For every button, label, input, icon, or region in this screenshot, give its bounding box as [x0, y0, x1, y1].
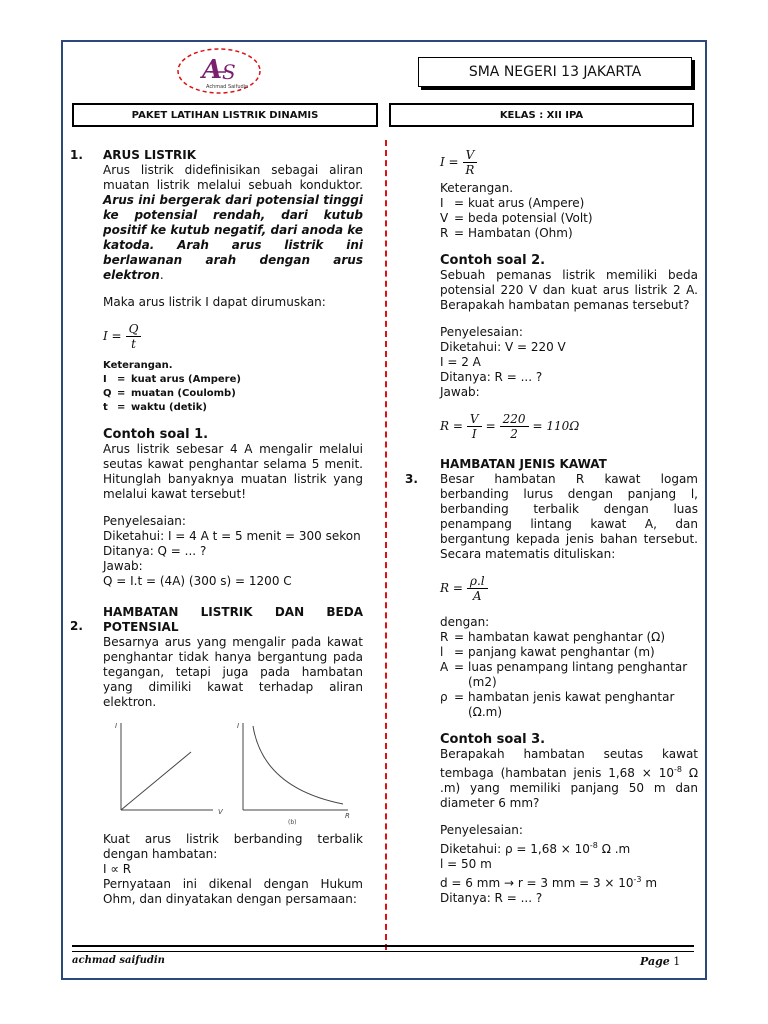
example-3-text: Berapakah hambatan seutas kawat tembaga (hambatan jenis $1,68 \times 10^{-8}$ Ω .m) yang memiliki panjang 50 m dan diameter 6 mm? [440, 747, 698, 810]
left-column [103, 148, 363, 907]
footer-author: achmad saifudin [72, 955, 165, 966]
section-1-title: ARUS LISTRIK [103, 148, 197, 162]
section-1-number: 1. [70, 148, 83, 162]
ket-2-list: I = kuat arus (Ampere) V = beda potensial (Volt) R = Hambatan (Ohm) [440, 196, 593, 240]
graph-b-label: (b) [288, 819, 297, 826]
example-2-solution: Penyelesaian: Diketahui: V = 220 V I = 2 A Ditanya: R = ... ? Jawab: [440, 325, 566, 399]
ket-2-title: Keterangan. [440, 181, 514, 195]
graph-b-curve [253, 726, 343, 804]
example-2-calc: R = $\frac{V}{I}$ = $\frac{220}{2}$ = 110Ω [440, 412, 580, 441]
example-2-title: Contoh soal 2. [440, 253, 546, 268]
graph-a-line [121, 752, 191, 810]
svg-text:S: S [222, 60, 236, 84]
example-1-title: Contoh soal 1. [103, 427, 209, 442]
current-formula-lhs: I = [103, 329, 122, 343]
example-3-solution: Penyelesaian: Diketahui: $\rho = 1,68 \times 10^{-8}$ Ω .m l = 50 m d = 6 mm → r = 3 mm = $3 \times 10^{-3}$ m Ditanya: R = ... ? [440, 823, 658, 905]
graph-a-x-label: V [218, 808, 223, 816]
section-3-p1: Besar hambatan R kawat logam berbanding lurus dengan panjang l, berbanding terbalik dengan luas penampang lintang kawat A, dan bergantung kepada jenis bahan tersebut. Secara matematis dituliskan: [440, 472, 698, 561]
section-3-number: 3. [405, 472, 418, 486]
dengan-label: dengan: [440, 615, 490, 629]
package-title: PAKET LATIHAN LISTRIK DINAMIS [131, 109, 319, 121]
proportional-statement: I ∝ R [103, 862, 132, 876]
current-formula-den: t [131, 337, 136, 351]
footer-line [72, 945, 694, 952]
section-2-p3: Pernyataan ini dikenal dengan Hukum Ohm, dan dinyatakan dengan persamaan: [103, 877, 363, 906]
graph-b-x-label: R [345, 812, 350, 820]
footer-page [640, 955, 680, 968]
section-1-p1-end: . [159, 268, 164, 282]
footer-page-label: Page [640, 955, 670, 968]
footer-page-number: 1 [673, 955, 681, 968]
section-1-p1-italic: Arus ini bergerak dari potensial tinggi ke potensial rendah, dari kutub positif ke kutub negatif, dari anoda ke katoda. Arah arus listrik ini berlawanan arah dengan arus elektron [103, 193, 363, 282]
current-graphs [103, 718, 353, 828]
logo [176, 46, 262, 96]
section-1-body [103, 163, 363, 283]
section-3-defs: R = hambatan kawat penghantar (Ω) l = panjang kawat penghantar (m) A = luas penampang lintang penghantar (m2) ρ = hambatan jenis kawat penghantar (Ω.m) [440, 630, 688, 719]
example-1-text: Arus listrik sebesar 4 A mengalir melalui seutas kawat penghantar selama 5 menit. Hitunglah banyaknya muatan listrik yang melalui kawat tersebut! [103, 442, 363, 501]
graph-a-y-label: I [115, 722, 118, 730]
svg-text:A: A [202, 55, 223, 85]
svg-text:Achmad Saifudin: Achmad Saifudin [206, 84, 249, 90]
section-2-p2: Kuat arus listrik berbanding terbalik dengan hambatan: [103, 832, 363, 861]
current-formula-num: Q [126, 322, 142, 337]
class-bar [389, 103, 694, 127]
resistivity-formula: R = $\frac{\rho.l}{A}$ [440, 574, 698, 603]
example-1-solution: Penyelesaian: Diketahui: I = 4 A t = 5 menit = 300 sekon Ditanya: Q = ... ? Jawab: Q = I.t = (4A) (300 s) = 1200 C [103, 514, 361, 588]
example-2-text: Sebuah pemanas listrik memiliki beda potensial 220 V dan kuat arus listrik 2 A. Berapakah hambatan pemanas tersebut? [440, 268, 698, 312]
right-column [440, 148, 698, 906]
ket-1-title: Keterangan. [103, 360, 173, 371]
section-3-title: HAMBATAN JENIS KAWAT [440, 457, 607, 471]
package-title-bar [72, 103, 378, 127]
column-divider [385, 140, 387, 950]
school-name: SMA NEGERI 13 JAKARTA [468, 64, 642, 80]
class-label: KELAS : XII IPA [499, 109, 584, 121]
section-1-p1: Arus listrik didefinisikan sebagai aliran muatan listrik melalui sebuah konduktor. [103, 163, 363, 192]
graph-b-y-label: I [237, 722, 240, 730]
section-2-p1: Besarnya arus yang mengalir pada kawat penghantar tidak hanya bergantung pada tegangan, tetapi juga pada hambatan yang dimiliki kawat terhadap aliran elektron. [103, 635, 363, 709]
example-3-title: Contoh soal 3. [440, 732, 546, 747]
section-1-p2: Maka arus listrik I dapat dirumuskan: [103, 295, 326, 309]
section-2-number: 2. [70, 619, 83, 633]
ohm-formula: I = $\frac{V}{R}$ [440, 148, 698, 177]
current-formula [103, 322, 363, 351]
ket-1-list: I = kuat arus (Ampere) Q = muatan (Coulomb) t = waktu (detik) [103, 374, 241, 413]
school-name-box [418, 57, 692, 87]
section-2-title: HAMBATAN LISTRIK DAN BEDA POTENSIAL [103, 605, 363, 634]
